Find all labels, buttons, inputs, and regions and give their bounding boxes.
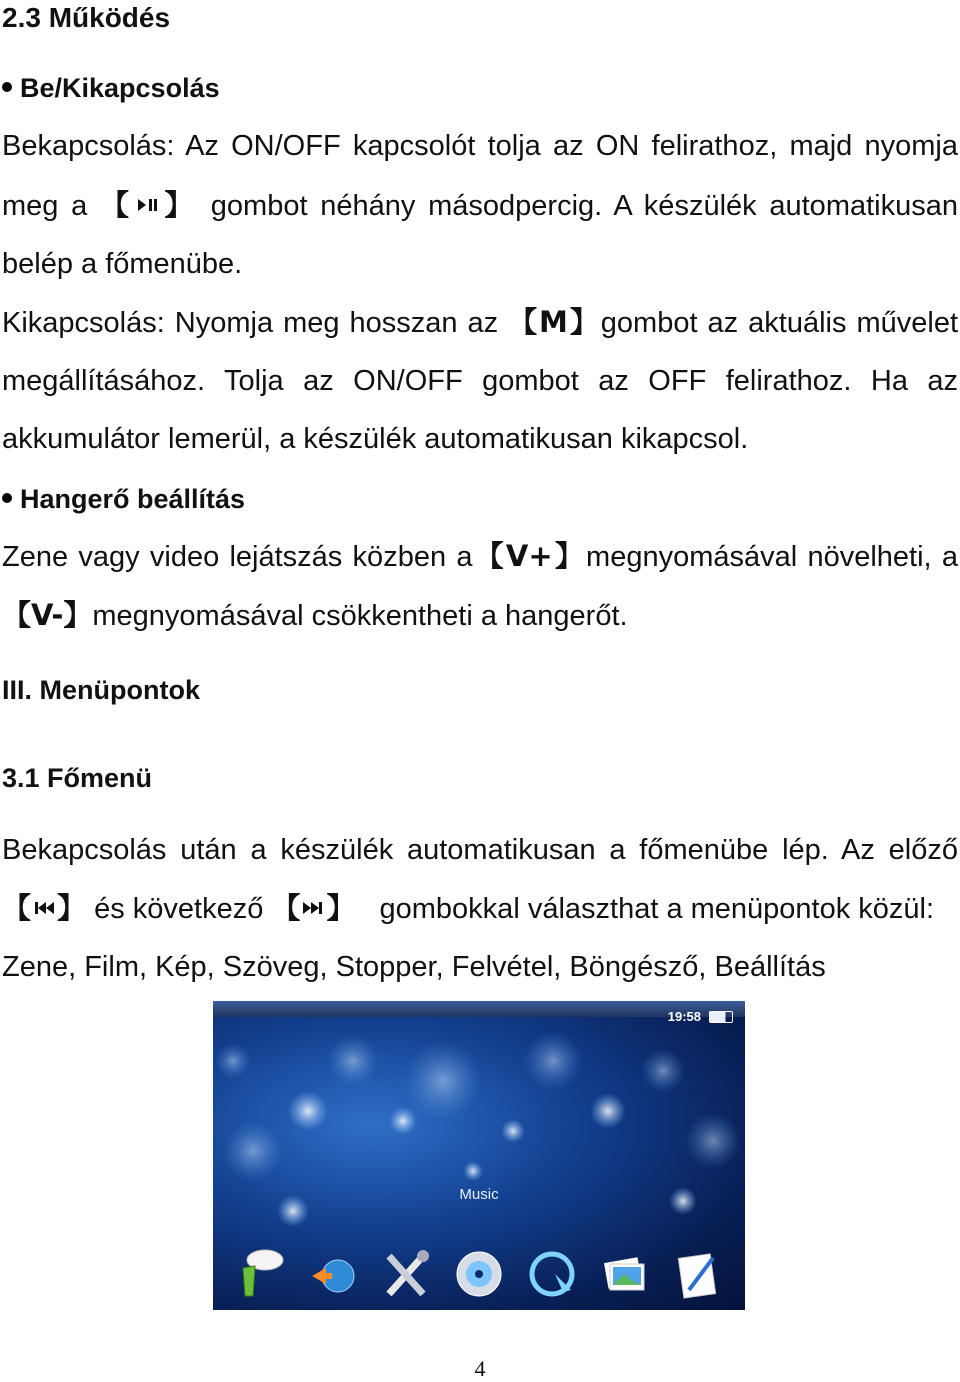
device-screenshot [213, 1001, 745, 1310]
poweroff-line-2: megállításához. Tolja az ON/OFF gombot az OFF felirathoz. Ha az [2, 365, 958, 397]
bullet-icon [2, 82, 12, 92]
poweron-line-1: Bekapcsolás: Az ON/OFF kapcsolót tolja az ON felirathoz, majd nyomja [2, 130, 958, 162]
previous-key: 【 】 [2, 891, 87, 925]
poweroff-text-a: Kikapcsolás: Nyomja meg hosszan az [2, 307, 509, 339]
volume-heading-row [2, 481, 958, 517]
clock: 19:58 [667, 1009, 701, 1024]
mainmenu-title: 3.1 Főmenü [2, 763, 153, 793]
mainmenu-text-a: és következő [94, 893, 264, 925]
onoff-heading-row [2, 70, 958, 106]
selected-menu-label: Music [459, 1186, 499, 1203]
mainmenu-line-3: Zene, Film, Kép, Szöveg, Stopper, Felvétel, Böngésző, Beállítás [2, 951, 826, 983]
tools-settings-icon[interactable] [381, 1246, 431, 1302]
bullet-icon [2, 493, 12, 503]
poweroff-line-3: akkumulátor lemerül, a készülék automatikusan kikapcsol. [2, 423, 749, 455]
disc-icon[interactable] [454, 1246, 504, 1302]
battery-icon [709, 1011, 733, 1023]
volume-line-1 [2, 538, 958, 575]
previous-icon [31, 899, 57, 917]
play-pause-key: 【 】 [100, 188, 199, 222]
poweroff-text-b: gombot az aktuális művelet [600, 307, 958, 339]
volume-up-key: 【V+】 [472, 539, 587, 573]
poweron-line-3: belép a főmenübe. [2, 248, 243, 280]
music-note-icon[interactable] [527, 1246, 577, 1302]
poweron-text-a: meg a [2, 190, 101, 222]
mainmenu-line-2 [2, 890, 958, 927]
volume-text-c: megnyomásával csökkentheti a hangerőt. [92, 600, 628, 632]
volume-text-a: Zene vagy video lejátszás közben a [2, 541, 473, 573]
mainmenu-line-1: Bekapcsolás után a készülék automatikusan a főmenübe lép. Az előző [2, 834, 958, 866]
poweron-text-b: gombot néhány másodpercig. A készülék automatikusan [198, 190, 958, 222]
network-globe-icon[interactable] [308, 1246, 358, 1302]
play-pause-icon [134, 196, 160, 214]
notepad-icon[interactable] [673, 1246, 723, 1302]
chapter-title: III. Menüpontok [2, 675, 200, 705]
poweroff-line-1 [2, 304, 958, 341]
volume-text-b: megnyomásával növelheti, a [586, 541, 958, 573]
next-key: 【 】 [271, 891, 356, 925]
text-bubble-icon[interactable] [235, 1246, 285, 1302]
mainmenu-text-b: gombokkal választhat a menüpontok közül: [379, 893, 935, 925]
page-number: 4 [474, 1356, 486, 1381]
poweron-line-2 [2, 187, 958, 224]
photos-icon[interactable] [600, 1246, 650, 1302]
next-icon [300, 899, 326, 917]
volume-heading: Hangerő beállítás [20, 484, 246, 514]
onoff-heading: Be/Kikapcsolás [20, 73, 220, 103]
volume-line-2 [2, 597, 958, 634]
m-key: 【M】 [508, 305, 601, 339]
status-bar [213, 1001, 745, 1017]
menu-dock [223, 1216, 735, 1302]
volume-down-key: 【V-】 [2, 598, 93, 632]
section-title: 2.3 Működés [2, 2, 171, 33]
